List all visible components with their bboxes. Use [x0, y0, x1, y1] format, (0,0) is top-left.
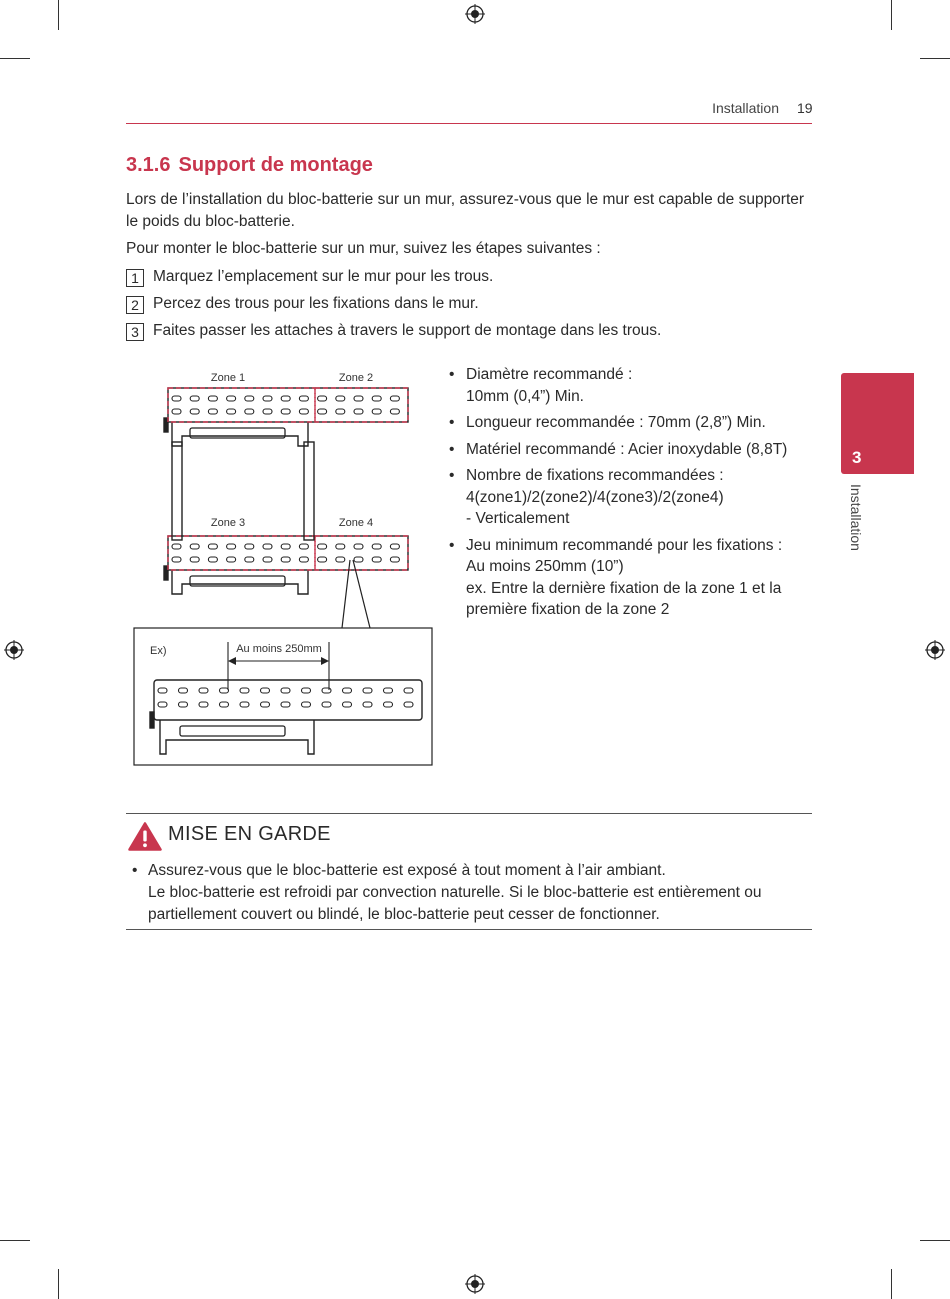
mounting-slot	[179, 688, 188, 693]
mounting-slot	[172, 557, 181, 562]
mounting-slot	[199, 702, 208, 707]
bracket-foot	[172, 570, 308, 594]
caution-item	[132, 860, 812, 926]
mounting-slot	[240, 688, 249, 693]
mounting-slot	[220, 702, 229, 707]
spec-line: - Verticalement	[466, 510, 570, 527]
mounting-slot	[208, 557, 217, 562]
mounting-slot	[263, 557, 272, 562]
mounting-slot	[318, 544, 327, 549]
spec-item	[449, 535, 819, 621]
vertical-rail	[172, 442, 182, 540]
mounting-slot	[208, 409, 217, 414]
crop-mark	[891, 0, 892, 30]
registration-mark-icon	[465, 4, 485, 24]
spec-line: première fixation de la zone 2	[466, 601, 670, 618]
mounting-slot	[261, 688, 270, 693]
page-number: 19	[797, 100, 813, 116]
mounting-bracket-diagram	[128, 360, 438, 770]
mounting-slot	[384, 702, 393, 707]
caution-line: partiellement couvert ou blindé, le bloc-batterie peut cesser de fonctionner.	[148, 906, 660, 923]
zone-2-label: Zone 2	[338, 372, 374, 384]
mounting-slot	[336, 557, 345, 562]
spec-line: ex. Entre la dernière fixation de la zone 1 et la	[466, 579, 782, 597]
caution-title: MISE EN GARDE	[168, 823, 331, 845]
mounting-slot	[172, 544, 181, 549]
mounting-slot	[263, 409, 272, 414]
crop-mark	[891, 1269, 892, 1299]
spec-item	[449, 465, 819, 530]
step-text: Faites passer les attaches à travers le support de montage dans les trous.	[153, 322, 662, 339]
mounting-slot	[390, 409, 399, 414]
step-number: 2	[126, 296, 144, 314]
mounting-slot	[372, 544, 381, 549]
section-number: 3.1.6	[126, 154, 171, 176]
zone-1-label: Zone 1	[210, 372, 246, 384]
mounting-slot	[190, 409, 199, 414]
spec-item	[449, 412, 819, 434]
section-title: Support de montage	[178, 154, 373, 176]
spec-line: • Longueur recommandée : 70mm (2,8”) Min.	[466, 414, 766, 431]
mounting-slot	[199, 688, 208, 693]
spec-line: • Matériel recommandé : Acier inoxydable (8,8T)	[466, 440, 788, 458]
step-item	[126, 267, 493, 287]
mounting-slot	[354, 409, 363, 414]
arrowhead	[228, 657, 236, 665]
bracket-foot	[172, 422, 308, 446]
mounting-slot	[302, 702, 311, 707]
mounting-slot	[263, 544, 272, 549]
intro-paragraph: Lors de l’installation du bloc-batterie sur un mur, assurez-vous que le mur est capable de supporter le poids du bloc-batterie.	[126, 191, 805, 230]
spec-line: • Diamètre recommandé :	[466, 366, 633, 383]
zone-3-label: Zone 3	[210, 517, 246, 529]
mounting-slot	[354, 544, 363, 549]
mounting-slot	[372, 409, 381, 414]
mounting-slot	[299, 409, 308, 414]
mounting-slot	[281, 688, 290, 693]
header-divider	[126, 123, 812, 124]
header-section-title: Installation	[712, 100, 779, 116]
mounting-slot	[208, 544, 217, 549]
distance-label: Au moins 250mm	[236, 643, 322, 655]
mounting-slot	[172, 396, 181, 401]
mounting-slot	[322, 702, 331, 707]
mounting-slot	[404, 702, 413, 707]
spec-line: Au moins 250mm (10”)	[466, 558, 624, 575]
crop-mark	[58, 1269, 59, 1299]
step-text: Percez des trous pour les fixations dans le mur.	[153, 295, 479, 312]
caution-bottom-rule	[126, 929, 812, 930]
bracket-cutout	[180, 726, 285, 736]
mounting-slot	[318, 396, 327, 401]
mounting-slot	[281, 557, 290, 562]
caution-list	[132, 860, 812, 926]
registration-mark-icon	[465, 1274, 485, 1294]
mounting-slot	[220, 688, 229, 693]
mounting-slot	[363, 688, 372, 693]
spec-list	[449, 364, 819, 626]
crop-mark	[0, 1240, 30, 1241]
chapter-label: Installation	[848, 484, 864, 551]
mounting-slot	[190, 557, 199, 562]
mounting-slot	[336, 396, 345, 401]
arrowhead	[321, 657, 329, 665]
mounting-slot	[158, 688, 167, 693]
mounting-slot	[245, 544, 254, 549]
spec-line: 10mm (0,4”) Min.	[466, 387, 584, 405]
zone-outline	[315, 388, 408, 422]
mounting-slot	[190, 396, 199, 401]
step-item	[126, 294, 479, 314]
mounting-slot	[322, 688, 331, 693]
mounting-slot	[281, 409, 290, 414]
vertical-rail	[304, 442, 314, 540]
mounting-slot	[336, 409, 345, 414]
mounting-slot	[372, 396, 381, 401]
mounting-slot	[372, 557, 381, 562]
chapter-number: 3	[852, 448, 862, 467]
example-label: Ex)	[150, 645, 167, 657]
step-item	[126, 321, 661, 341]
bracket-plate	[168, 536, 408, 570]
mounting-slot	[227, 409, 236, 414]
crop-mark	[920, 1240, 950, 1241]
mounting-slot	[227, 396, 236, 401]
mounting-slot	[299, 557, 308, 562]
spec-item	[449, 364, 819, 407]
bracket-plate	[168, 388, 408, 422]
registration-mark-icon	[4, 640, 24, 660]
mounting-slot	[384, 688, 393, 693]
mounting-slot	[281, 396, 290, 401]
step-number: 3	[126, 323, 144, 341]
mounting-slot	[227, 557, 236, 562]
mounting-slot	[208, 396, 217, 401]
crop-mark	[58, 0, 59, 30]
zone-outline	[168, 536, 315, 570]
mounting-slot	[390, 557, 399, 562]
mounting-slot	[354, 396, 363, 401]
mounting-slot	[261, 702, 270, 707]
mounting-slot	[343, 688, 352, 693]
bracket-plate	[154, 680, 422, 720]
mounting-slot	[404, 688, 413, 693]
spec-item	[449, 439, 819, 461]
mounting-slot	[245, 396, 254, 401]
registration-mark-icon	[925, 640, 945, 660]
mounting-slot	[179, 702, 188, 707]
spec-line: 4(zone1)/2(zone2)/4(zone3)/2(zone4)	[466, 488, 724, 506]
zone-outline	[315, 536, 408, 570]
mounting-slot	[190, 544, 199, 549]
warning-icon	[128, 822, 162, 851]
step-text: Marquez l’emplacement sur le mur pour les trous.	[153, 268, 494, 285]
crop-mark	[0, 58, 30, 59]
spec-line: • Nombre de fixations recommandées :	[466, 467, 724, 484]
mounting-slot	[281, 544, 290, 549]
caution-line: Le bloc-batterie est refroidi par convection naturelle. Si le bloc-batterie est entièrement ou	[148, 884, 762, 901]
spec-line: • Jeu minimum recommandé pour les fixations :	[466, 536, 783, 554]
mounting-slot	[363, 702, 372, 707]
intro-paragraph: Pour monter le bloc-batterie sur un mur, suivez les étapes suivantes :	[126, 240, 601, 257]
mounting-slot	[343, 702, 352, 707]
mounting-slot	[318, 409, 327, 414]
mounting-slot	[158, 702, 167, 707]
mounting-slot	[318, 557, 327, 562]
caution-line: • Assurez-vous que le bloc-batterie est exposé à tout moment à l’air ambiant.	[148, 862, 666, 879]
crop-mark	[920, 58, 950, 59]
caution-top-rule	[126, 813, 812, 814]
zone-4-label: Zone 4	[338, 517, 374, 529]
mounting-slot	[245, 409, 254, 414]
mounting-slot	[240, 702, 249, 707]
mounting-slot	[354, 557, 363, 562]
mounting-slot	[245, 557, 254, 562]
mounting-slot	[263, 396, 272, 401]
mounting-slot	[390, 544, 399, 549]
mounting-slot	[390, 396, 399, 401]
mounting-slot	[302, 688, 311, 693]
zone-outline	[168, 388, 315, 422]
mounting-slot	[227, 544, 236, 549]
bracket-tab	[150, 712, 154, 728]
mounting-slot	[281, 702, 290, 707]
step-number: 1	[126, 269, 144, 287]
mounting-slot	[299, 396, 308, 401]
section-heading	[126, 154, 373, 177]
mounting-slot	[336, 544, 345, 549]
mounting-slot	[172, 409, 181, 414]
bracket-foot	[160, 720, 314, 754]
mounting-slot	[299, 544, 308, 549]
